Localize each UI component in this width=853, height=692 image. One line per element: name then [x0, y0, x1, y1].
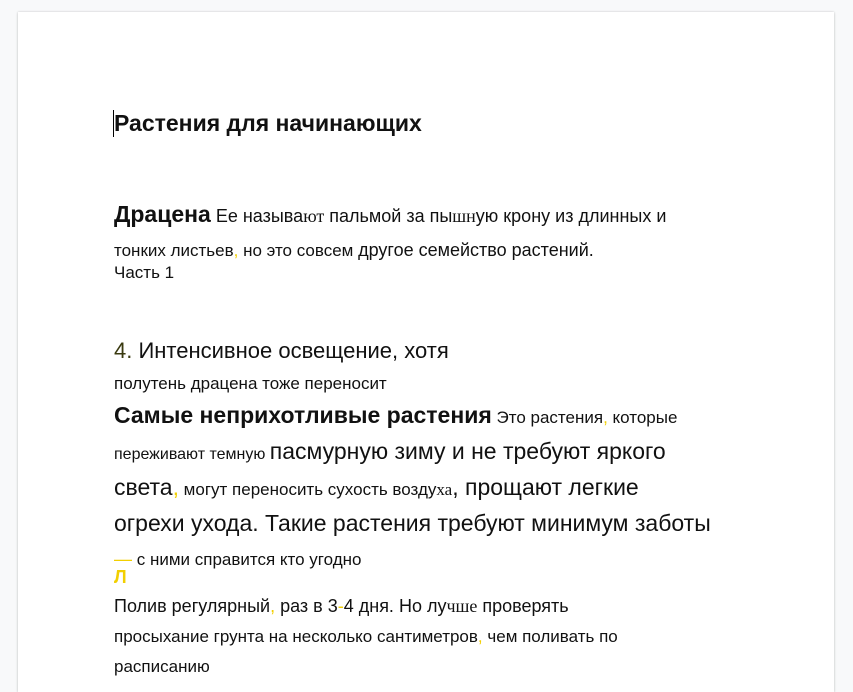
- dracaena-heading: Драцена: [114, 201, 211, 227]
- yellow-comma: ,: [233, 241, 239, 260]
- watering-paragraph: Полив регулярный, раз в 3-4 дня. Но лучше проверять просыхание грунта на несколько сантиметров, чем поливать по расписанию: [114, 596, 618, 676]
- hardy-plants-paragraph: Самые неприхотливые растения Это растения, которые переживают темную пасмурную зиму и не требуют яркого света, могут переносить сухость воздуха, прощают легкие огрехи ухода. Такие растения требуют минимум заботы — с ними справится кто угодно: [114, 402, 711, 569]
- document-title: Растения для начинающих: [114, 110, 422, 136]
- dracaena-text: Ее называ: [210, 206, 304, 226]
- yellow-letter: Л: [114, 567, 127, 587]
- part-label: Часть 1: [114, 263, 175, 282]
- list-number: 4.: [114, 338, 133, 363]
- em-dash: —: [114, 549, 132, 569]
- list-item-4: 4. Интенсивное освещение, хотя: [114, 338, 449, 363]
- hardy-plants-heading: Самые неприхотливые растения: [114, 402, 492, 428]
- list-item-4-continuation: полутень драцена тоже переносит: [114, 374, 387, 393]
- document-page[interactable]: [18, 12, 834, 692]
- dracaena-paragraph: Драцена Ее называют пальмой за пышную крону из длинных и тонких листьев, но это совсем другое семейство растений.: [114, 201, 667, 260]
